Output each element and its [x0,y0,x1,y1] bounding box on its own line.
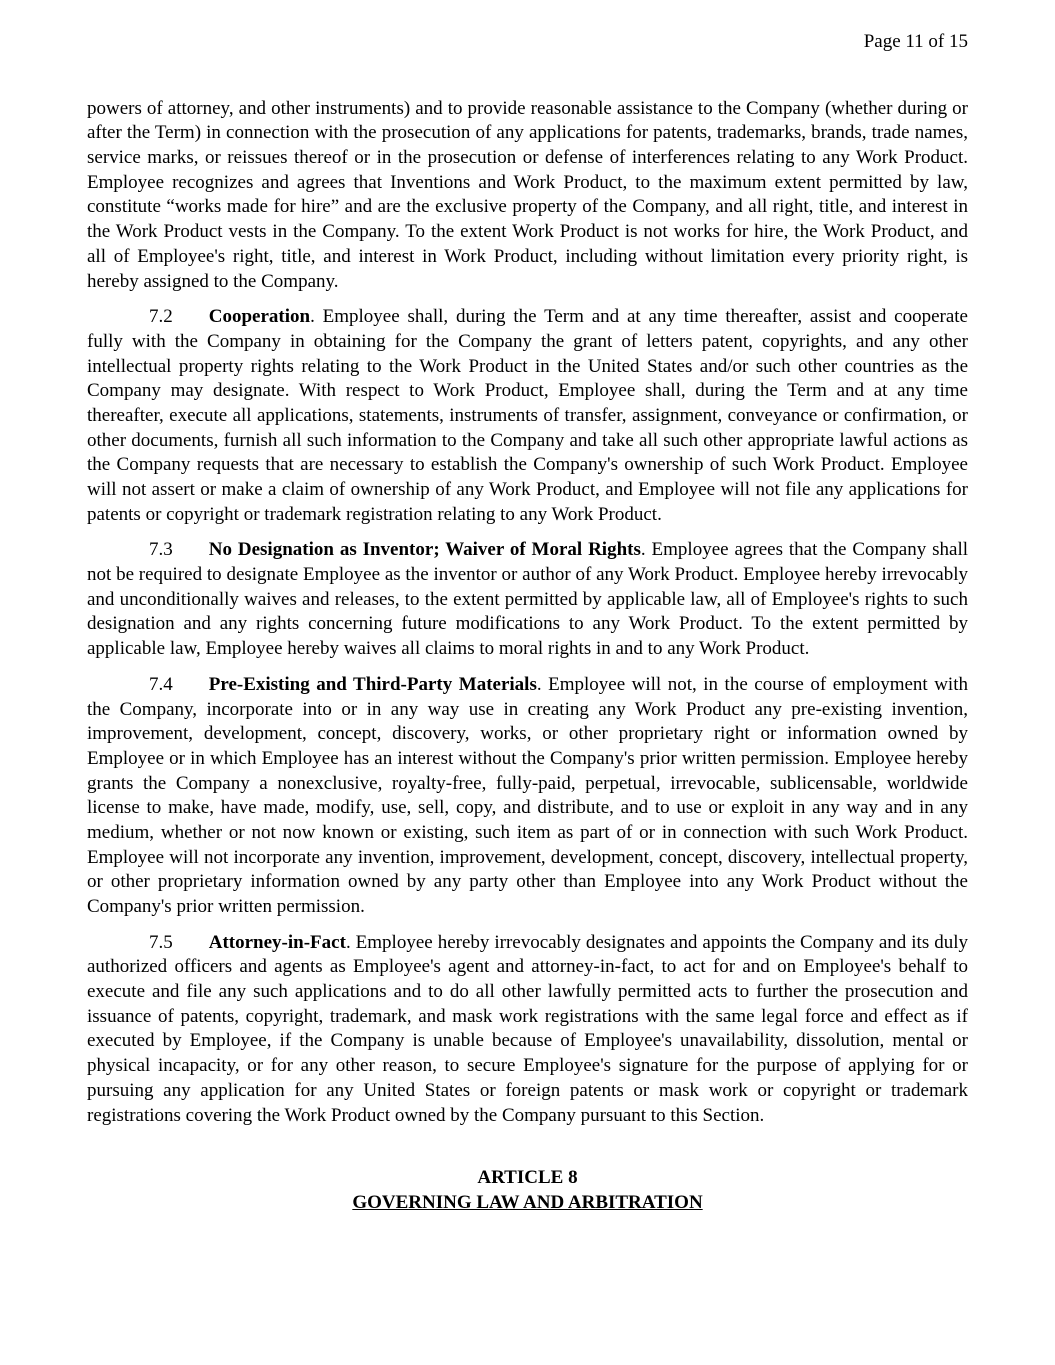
article-8-heading-block [87,1166,968,1215]
page-number: Page 11 of 15 [863,31,968,52]
section-text: . Employee hereby irrevocably designates and appoints the Company and its duly authorized officers and agents as Employee's agent and attorney-in-fact, to act for and on Employee's behalf to execute and file any such applications and to do all other lawfully permitted acts to further the prosecution and issuance of patents, copyright, trademark, and mask work registrations with the same legal force and effect as if executed by Employee, if the Company is unable because of Employee's unavailability, dissolution, mental or physical incapacity, or for any other reason, to secure Employee's signature for the purpose of applying for or pursuing any application for any United States or foreign patents or mask work or copyright or trademark registrations covering the Work Product owned by the Company pursuant to this Section. [87,931,968,1126]
section-heading: No Designation as Inventor; Waiver of Moral Rights [208,539,641,561]
section-text: . Employee shall, during the Term and at any time thereafter, assist and cooperate fully with the Company in obtaining for the Company the grant of letters patent, copyrights, and any other intellectual property rights relating to the Work Product in the United States and/or such other countries as the Company may designate. With respect to Work Product, Employee shall, during the Term and at any time thereafter, execute all applications, statements, instruments of transfer, assignment, conveyance or confirmation, or other documents, furnish all such information to the Company and take all such other appropriate lawful actions as the Company requests that are necessary to establish the Company's ownership of such Work Product. Employee will not assert or make a claim of ownership of any Work Product, and Employee will not file any applications for patents or copyright or trademark registration relating to any Work Product. [87,306,968,525]
section-7-4 [87,673,968,920]
continuation-paragraph: powers of attorney, and other instruments) and to provide reasonable assistance to the Company (whether during or after the Term) in connection with the prosecution of any applications for patents, trademarks, brands, trade names, service marks, or reissues thereof or in the prosecution or defense of interferences relating to any Work Product. Employee recognizes and agrees that Inventions and Work Product, to the maximum extent permitted by law, constitute “works made for hire” and are the exclusive property of the Company, and all right, title, and interest in the Work Product vests in the Company. To the extent Work Product is not works for hire, the Work Product, and all of Employee's right, title, and interest in Work Product, including without limitation every priority right, is hereby assigned to the Company. [87,97,968,292]
section-7-3 [87,538,968,661]
article-title: ARTICLE 8 [477,1167,578,1189]
section-number: 7.3 [149,539,173,561]
section-number: 7.5 [149,931,173,953]
section-7-5 [87,931,968,1129]
section-heading: Attorney-in-Fact [208,931,346,953]
section-7-2 [87,305,968,527]
section-heading: Cooperation [208,306,311,328]
section-number: 7.2 [149,306,173,328]
section-heading: Pre-Existing and Third-Party Materials [208,673,537,695]
section-number: 7.4 [149,673,173,695]
section-text: . Employee will not, in the course of employment with the Company, incorporate into or in any way use in creating any Work Product any pre-existing invention, improvement, development, concept, discovery, works, or other proprietary right or information owned by Employee or in which Employee has an interest without the Company's prior written permission. Employee hereby grants the Company a nonexclusive, royalty-free, fully-paid, perpetual, irrevocable, sublicensable, worldwide license to make, have made, modify, use, sell, copy, and distribute, and to use or exploit in any way and in any medium, whether or not now known or existing, such item as part of or in connection with such Work Product. Employee will not incorporate any invention, improvement, development, concept, discovery, intellectual property, or other proprietary information owned by any party other than Employee into any Work Product without the Company's prior written permission. [87,673,968,917]
section-text: . Employee agrees that the Company shall not be required to designate Employee as the inventor or author of any Work Product. Employee hereby irrevocably and unconditionally waives and releases, to the extent permitted by applicable law, all of Employee's rights to such designation and any rights concerning future modifications to any Work Product. To the extent permitted by applicable law, Employee hereby waives all claims to moral rights in and to any Work Product. [87,539,968,660]
article-subtitle: GOVERNING LAW AND ARBITRATION [352,1191,703,1213]
